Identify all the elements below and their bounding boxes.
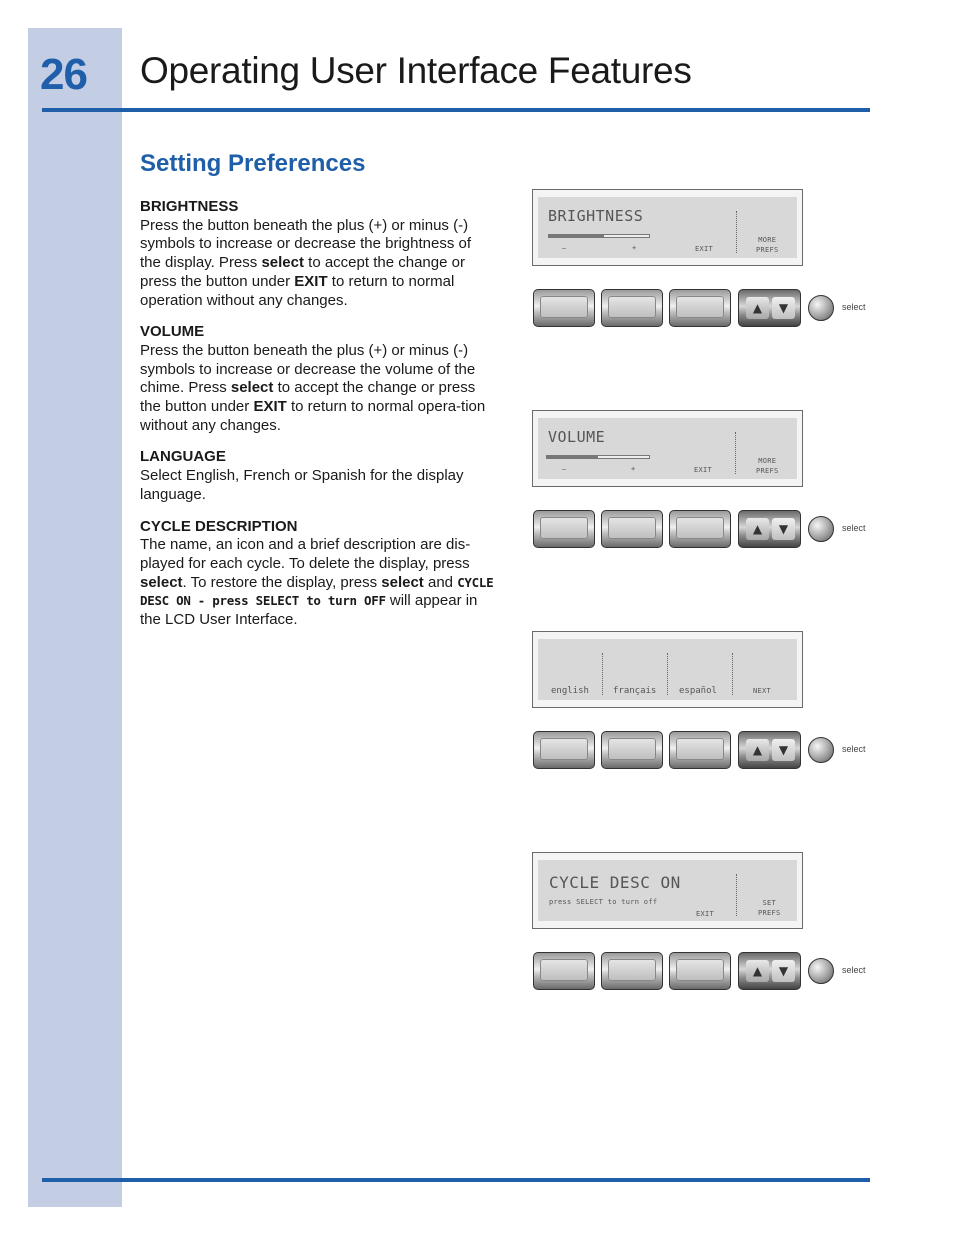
select-label: select (842, 965, 866, 975)
brightness-lcd-screen (538, 197, 797, 258)
volume-lcd-title: VOLUME (548, 428, 606, 446)
select-label: select (842, 744, 866, 754)
brightness-heading: BRIGHTNESS (140, 198, 239, 215)
language-divider-2 (667, 653, 668, 695)
soft-button-1[interactable] (533, 510, 595, 548)
language-block (140, 448, 496, 504)
cycle-text-1: The name, an icon and a brief description are dis-played for each cycle. To delete the display, press (140, 536, 471, 572)
cycle-text-2: . To restore the display, press (182, 573, 382, 591)
soft-button-3[interactable] (669, 510, 731, 548)
volume-level-fill (547, 456, 598, 458)
volume-text-3: to return to normal opera-tion without any changes. (140, 398, 486, 434)
chevron-down-icon[interactable]: ▼ (772, 297, 795, 319)
brightness-level-fill (549, 235, 604, 237)
soft-button-2[interactable] (601, 510, 663, 548)
select-knob[interactable] (808, 958, 834, 984)
language-divider-3 (732, 653, 733, 695)
cycle-desc-set-prefs-label: SET PREFS (758, 899, 781, 917)
side-band (28, 28, 122, 1207)
brightness-text-1: Press the button beneath the plus (+) or minus (-) symbols to increase or decrease the brightness of the display. Press (140, 216, 472, 272)
cycle-desc-lcd-screen (538, 860, 797, 921)
cycle-text-4: will appear in the LCD User Interface. (140, 592, 478, 629)
soft-button-2[interactable] (601, 289, 663, 327)
soft-button-3[interactable] (669, 952, 731, 990)
page-number: 26 (40, 50, 87, 99)
chevron-down-icon[interactable]: ▼ (772, 960, 795, 982)
language-next-label: NEXT (753, 687, 772, 695)
brightness-level-bar (548, 234, 650, 238)
cycle-description-block (140, 518, 496, 630)
select-knob[interactable] (808, 516, 834, 542)
chevron-down-icon[interactable]: ▼ (772, 518, 795, 540)
soft-button-2[interactable] (601, 952, 663, 990)
volume-text (140, 342, 496, 436)
brightness-bold-2: EXIT (294, 272, 328, 290)
volume-block (140, 323, 496, 435)
select-knob[interactable] (808, 295, 834, 321)
soft-button-3[interactable] (669, 731, 731, 769)
cycle-desc-divider (736, 874, 737, 916)
page-title: Operating User Interface Features (140, 50, 692, 91)
volume-button-row (533, 510, 873, 550)
brightness-exit-label: EXIT (695, 245, 714, 253)
up-down-button[interactable] (738, 952, 801, 990)
language-lcd-screen (538, 639, 797, 700)
brightness-more-prefs-label: MORE PREFS (756, 236, 779, 254)
volume-lcd-screen (538, 418, 797, 479)
brightness-plus-label: + (632, 244, 637, 252)
soft-button-2[interactable] (601, 731, 663, 769)
cycle-text-3: and (423, 573, 458, 591)
brightness-block (140, 198, 496, 310)
language-divider-1 (602, 653, 603, 695)
language-french-option: français (613, 686, 657, 696)
cycle-desc-lcd-panel (532, 852, 803, 929)
volume-more-prefs-label: MORE PREFS (756, 457, 779, 475)
volume-text-1: Press the button beneath the plus (+) or minus (-) symbols to increase or decrease the volume of the chime. Press (140, 341, 476, 397)
cycle-description-text (140, 536, 496, 630)
volume-bold-1: select (230, 379, 274, 397)
volume-text-2: to accept the change or press the button under (140, 379, 476, 416)
up-down-button[interactable] (738, 510, 801, 548)
brightness-text (140, 217, 496, 311)
language-english-option: english (551, 686, 589, 696)
volume-lcd-panel (532, 410, 803, 487)
volume-level-bar (546, 455, 650, 459)
language-spanish-option: español (679, 686, 717, 696)
bottom-rule (42, 1178, 870, 1182)
chevron-up-icon[interactable]: ▲ (746, 518, 769, 540)
select-label: select (842, 302, 866, 312)
chevron-up-icon[interactable]: ▲ (746, 739, 769, 761)
cycle-desc-lcd-subtitle: press SELECT to turn off (549, 898, 658, 906)
select-label: select (842, 523, 866, 533)
brightness-text-3: to return to normal operation without any changes. (140, 272, 455, 309)
brightness-divider (736, 211, 737, 253)
language-lcd-panel (532, 631, 803, 708)
soft-button-3[interactable] (669, 289, 731, 327)
chevron-up-icon[interactable]: ▲ (746, 960, 769, 982)
volume-heading: VOLUME (140, 323, 205, 341)
cycle-desc-exit-label: EXIT (696, 910, 715, 918)
brightness-lcd-panel (532, 189, 803, 266)
up-down-button[interactable] (738, 731, 801, 769)
volume-minus-label: – (562, 465, 567, 473)
volume-plus-label: + (631, 465, 636, 473)
brightness-lcd-title: BRIGHTNESS (548, 207, 644, 225)
chevron-down-icon[interactable]: ▼ (772, 739, 795, 761)
cycle-lcd-code: CYCLE DESC ON - press SELECT to turn OFF (140, 574, 494, 609)
volume-bold-2: EXIT (253, 398, 287, 416)
cycle-desc-lcd-title: CYCLE DESC ON (549, 873, 681, 892)
cycle-desc-button-row (533, 952, 873, 992)
brightness-minus-label: – (562, 244, 567, 252)
language-text: Select English, French or Spanish for the display language. (140, 467, 464, 503)
select-knob[interactable] (808, 737, 834, 763)
instructions-column (140, 198, 496, 643)
soft-button-1[interactable] (533, 289, 595, 327)
volume-exit-label: EXIT (694, 466, 713, 474)
section-title: Setting Preferences (140, 150, 366, 177)
brightness-button-row (533, 289, 873, 329)
language-heading: LANGUAGE (140, 448, 226, 466)
volume-divider (735, 432, 736, 474)
brightness-text-2: to accept the change or press the button under (140, 254, 465, 290)
brightness-bold-1: select (261, 254, 304, 272)
soft-button-1[interactable] (533, 731, 595, 769)
chevron-up-icon[interactable]: ▲ (746, 297, 769, 319)
language-button-row (533, 731, 873, 771)
up-down-button[interactable] (738, 289, 801, 327)
soft-button-1[interactable] (533, 952, 595, 990)
top-rule (42, 108, 870, 112)
cycle-bold-2: select (381, 573, 424, 591)
cycle-description-heading: CYCLE DESCRIPTION (140, 517, 298, 535)
cycle-bold-1: select (140, 573, 183, 591)
